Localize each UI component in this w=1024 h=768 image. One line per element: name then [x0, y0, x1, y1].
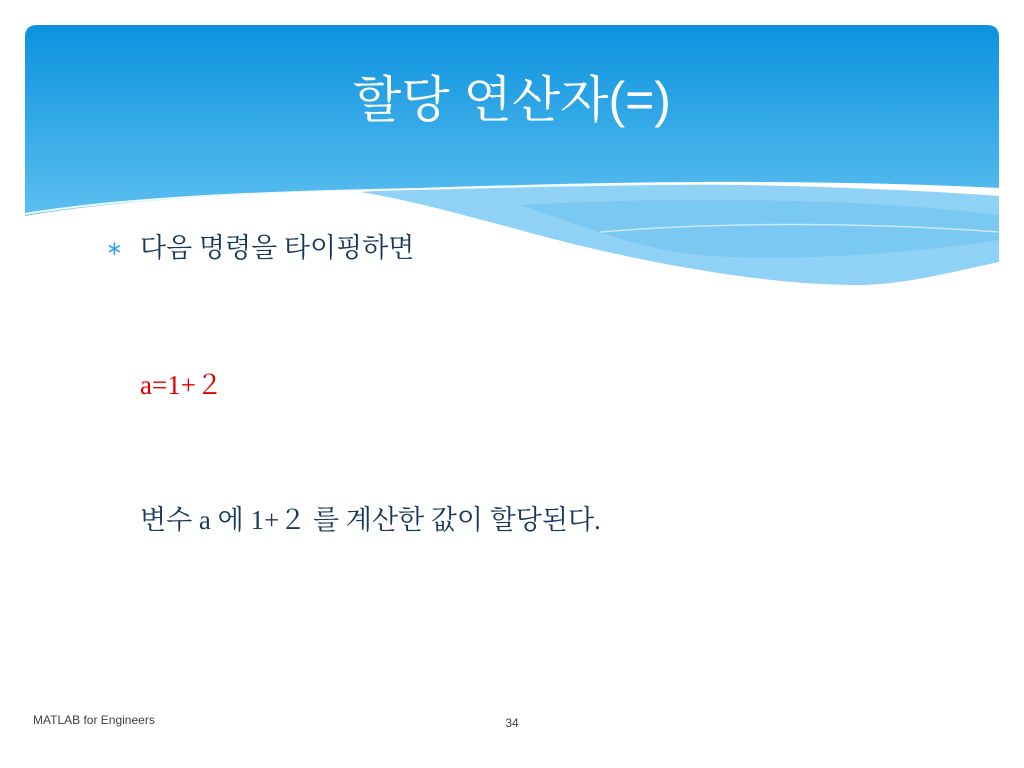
footer-label: MATLAB for Engineers [33, 713, 155, 727]
asterisk-icon: ∗ [106, 236, 123, 260]
explanation-text: 변수 a 에 1+２ 를 계산한 값이 할당된다. [140, 505, 601, 535]
bullet-text: 다음 명령을 타이핑하면 [140, 233, 415, 263]
code-line: a=1+２ [140, 370, 223, 400]
slide-title: 할당 연산자(=) [353, 72, 671, 128]
header-mid-wave [520, 200, 999, 258]
page-number: 34 [505, 716, 519, 730]
